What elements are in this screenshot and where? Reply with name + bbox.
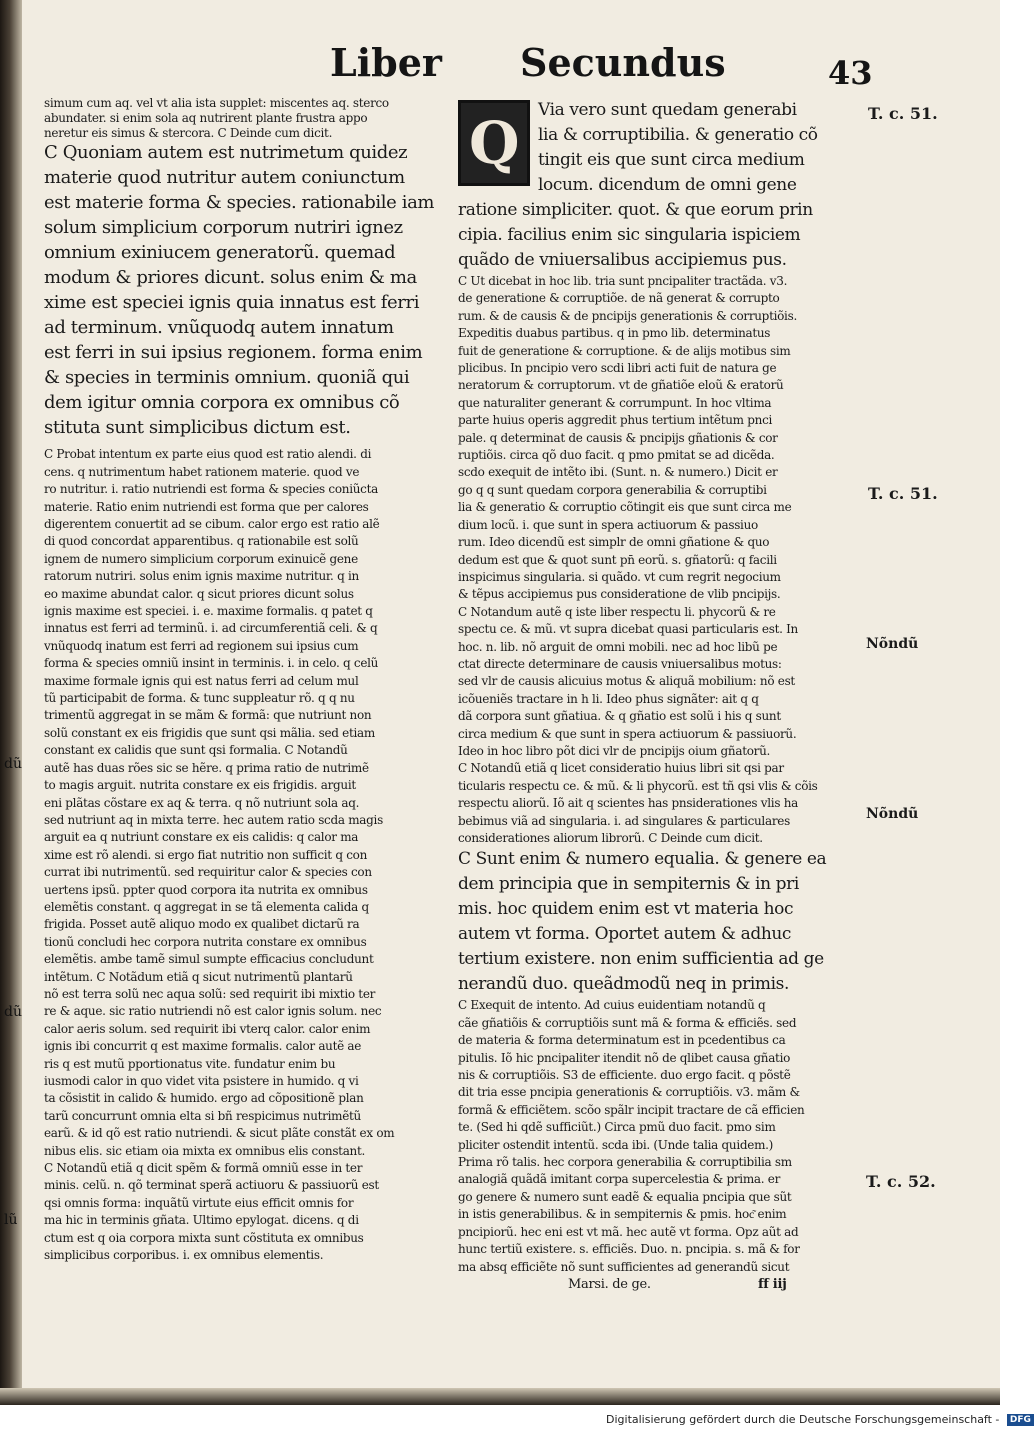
left-column (44, 96, 444, 1264)
text-line: pale. q determinat de causis & pncipijs gñationis & cor (458, 430, 778, 445)
text-line: Ideo in hoc libro põt dici vlr de pncipijs oium gñatorũ. (458, 743, 771, 758)
text-line: materie. Ratio enim nutriendi est forma que per calores (44, 499, 369, 514)
text-line: in istis generabilibus. & in sempiternis & pmis. hoc͂ enim (458, 1207, 787, 1222)
text-line: lia & corruptibilia. & generatio cõ (538, 125, 818, 145)
text-line: rum. Ideo dicendũ est simplr de omni gñatione & quo (458, 535, 770, 550)
text-line: hoc. n. lib. nõ arguit de omni mobili. nec ad hoc libũ pe (458, 639, 778, 654)
text-line: ruptiõis. circa qõ duo facit. q pmo pmitat se ad dicẽda. (458, 448, 775, 463)
text-line: ratorum nutriri. solus enim ignis maxime nutritur. q in (44, 569, 359, 584)
text-line: fuit de generatione & corruptione. & de alijs motibus sim (458, 343, 791, 358)
text-line: vnũquodq inatum est ferri ad regionem sui ipsius cum (44, 638, 359, 653)
text-line: innatus est ferri ad terminũ. i. ad circumferentiã celi. & q (44, 621, 378, 636)
text-line: frigida. Posset autẽ aliquo modo ex qualibet dictarũ ra (44, 917, 360, 932)
text-line: tingit eis que sunt circa medium (538, 150, 805, 170)
text-line: nõ est terra solũ nec aqua solũ: sed requirit ibi mixtio ter (44, 986, 376, 1001)
signature-mark: ff iij (758, 1276, 787, 1292)
text-line: autem vt forma. Oportet autem & adhuc (458, 924, 792, 945)
text-line: neretur eis simus & stercora. C Deinde cum dicit. (44, 125, 333, 140)
gutter-mark: lũ (4, 1212, 18, 1228)
text-line: go genere & numero sunt eadẽ & equalia pncipia que sũt (458, 1189, 792, 1204)
text-line: dit tria esse pncipia generationis & corruptiõis. v3. mãm & (458, 1085, 800, 1100)
left-main-text (44, 140, 444, 440)
text-line: bebimus viã ad singularia. i. ad singulares & particulares (458, 813, 790, 828)
text-line: nerandũ duo. queãdmodũ neq in primis. (458, 974, 789, 995)
text-line: de generatione & corruptiõe. de nã generat & corrupto (458, 291, 780, 306)
text-line: solum simplicium corporum nutriri ignez (44, 217, 403, 239)
text-line: spectu ce. & mũ. vt supra dicebat quasi particularis est. In (458, 622, 798, 637)
text-line: calor aeris solum. sed requirit ibi vterq calor. calor enim (44, 1021, 371, 1036)
margin-note-nondum: Nõndũ (866, 806, 919, 822)
text-line: go q q sunt quedam corpora generabilia & corruptibi (458, 482, 767, 497)
text-line: nibus elis. sic etiam oia mixta ex omnibus elis constant. (44, 1143, 366, 1158)
text-line: minis. celũ. n. qõ terminat sperã actiuoru & passiuorũ est (44, 1178, 379, 1193)
text-line: circa medium & que sunt in spera actiuorum & passiuorũ. (458, 726, 797, 741)
right-commentary-2 (458, 997, 856, 1276)
catchword: Marsi. de ge. (568, 1276, 651, 1292)
text-line: stituta sunt simplicibus dictum est. (44, 417, 351, 439)
text-line: arguit ea q nutriunt constare ex eis calidis: q calor ma (44, 830, 359, 845)
left-top-commentary (44, 96, 444, 140)
text-line: re & aque. sic ratio nutriendi nõ est calor ignis solum. nec (44, 1004, 382, 1019)
text-line: forma & species omniũ insint in terminis. i. in celo. q celũ (44, 656, 379, 671)
text-line: mis. hoc quidem enim est vt materia hoc (458, 899, 794, 920)
text-line: & species in terminis omnium. quoniã qui (44, 367, 410, 389)
text-line: ratione simpliciter. quot. & que eorum prin (458, 200, 813, 220)
text-line: qsi omnis forma: inquãtũ virtute eius efficit omnis for (44, 1195, 354, 1210)
margin-note-text-comment: T. c. 51. (868, 484, 938, 503)
text-line: simplicibus corporibus. i. ex omnibus elementis. (44, 1248, 324, 1263)
margin-note-text-comment: T. c. 52. (866, 1172, 936, 1191)
text-line: C Exequit de intento. Ad cuius euidentiam notandũ q (458, 998, 766, 1013)
text-line: digerentem conuertit ad se cibum. calor ergo est ratio alẽ (44, 517, 380, 532)
text-line: simum cum aq. vel vt alia ista supplet: miscentes aq. sterco (44, 96, 389, 110)
text-line: pliciter ostendit intentũ. scda ibi. (Unde talia quidem.) (458, 1137, 774, 1152)
text-line: C Ut dicebat in hoc lib. tria sunt pncipaliter tractãda. v3. (458, 274, 788, 288)
text-line: pncipiorũ. hec eni est vt mã. hec autẽ vt forma. Opz aũt ad (458, 1224, 799, 1239)
text-line: est ferri in sui ipsius regionem. forma enim (44, 342, 423, 364)
running-head-left: Liber (330, 40, 442, 85)
text-line: cens. q nutrimentum habet rationem materie. quod ve (44, 464, 360, 479)
text-line: earũ. & id qõ est ratio nutriendi. & sicut plãte constãt ex om (44, 1126, 395, 1141)
margin-note-text-comment: T. c. 51. (868, 104, 938, 123)
text-line: ma absq efficiẽte nõ sunt sufficientes ad generandũ sicut (458, 1259, 790, 1274)
gutter-mark: dũ (4, 1004, 22, 1020)
text-line: cãe gñatiõis & corruptiõis sunt mã & forma & efficiẽs. sed (458, 1015, 797, 1030)
text-line: eo maxime abundat calor. q sicut priores dicunt solus (44, 586, 354, 601)
text-line: icõueniẽs tractare in h li. Ideo phus signãter: ait q q (458, 691, 759, 706)
text-line: C Notandum autẽ q iste liber respectu li. phycorũ & re (458, 604, 776, 619)
text-line: ignis ibi concurrit q est maxime formalis. calor autẽ ae (44, 1039, 362, 1054)
text-line: dem principia que in sempiternis & in pri (458, 874, 799, 895)
text-line: & tẽpus accipiemus pus consideratione de vlib pncipijs. (458, 587, 781, 602)
decorated-initial (458, 100, 530, 186)
text-line: rum. & de causis & de pncipijs generationis & corruptiõis. (458, 308, 797, 323)
text-line: quãdo de vniuersalibus accipiemus pus. (458, 250, 787, 270)
text-line: dã corpora sunt gñatiua. & q gñatio est solũ i his q sunt (458, 709, 781, 724)
text-line: di quod concordat apparentibus. q rationabile est solũ (44, 534, 359, 549)
page-foot (458, 1276, 856, 1296)
text-line: modum & priores dicunt. solus enim & ma (44, 267, 417, 289)
text-line: ad terminum. vnũquodq autem innatum (44, 317, 394, 339)
text-line: eni plãtas cõstare ex aq & terra. q nõ nutriunt sola aq. (44, 795, 360, 810)
text-line: cipia. facilius enim sic singularia ispiciem (458, 225, 801, 245)
text-line: elemẽtis. ambe tamẽ simul sumpte efficacius concludunt (44, 952, 374, 967)
text-line: elemẽtis constant. q aggregat in se tã elementa calida q (44, 899, 369, 914)
text-line: maxime formale ignis qui est natus ferri ad celum mul (44, 673, 359, 688)
text-line: tarũ concurrunt omnia elta si bñ respicimus nutrimẽtũ (44, 1108, 361, 1123)
right-opening (458, 98, 856, 273)
text-line: nis & corruptiõis. S3 de efficiente. duo ergo facit. q põstẽ (458, 1068, 791, 1083)
text-line: formã & efficiẽtem. scõo spãlr incipit tractare de cã efficien (458, 1102, 805, 1117)
text-line: ta cõsistit in calido & humido. ergo ad cõpositionẽ plan (44, 1091, 364, 1106)
text-line: tertium existere. non enim sufficientia ad ge (458, 949, 824, 970)
text-line: scdo exequit de intẽto ibi. (Sunt. n. & numero.) Dicit er (458, 465, 778, 480)
text-line: trimentũ aggregat in se mãm & formã: que nutriunt non (44, 708, 372, 723)
left-commentary (44, 446, 444, 1264)
text-line: inspicimus singularia. si quãdo. vt cum regrit negocium (458, 569, 781, 584)
text-line: xime est speciei ignis quia innatus est ferri (44, 292, 420, 314)
text-line: dium locũ. i. que sunt in spera actiuorum & passiuo (458, 517, 758, 532)
text-line: to magis arguit. nutrita constare ex eis frigidis. arguit (44, 778, 356, 793)
text-line: neratorum & corruptorum. vt de gñatiõe eloũ & eratorũ (458, 378, 784, 393)
text-line: que naturaliter generant & corrumpunt. In hoc vltima (458, 395, 772, 410)
text-line: hunc tertiũ existere. s. efficiẽs. Duo. n. pncipia. s. mã & for (458, 1242, 800, 1257)
text-line: considerationes aliorum librorũ. C Deinde cum dicit. (458, 831, 763, 845)
text-line: parte huius operis aggredit phus tertium intẽtum pnci (458, 413, 773, 428)
text-line: ris q est mutũ pportionatus vite. fundatur enim bu (44, 1056, 336, 1071)
gutter-mark: dũ (4, 756, 22, 772)
running-head-center: Secundus (520, 40, 726, 85)
dfg-logo: DFG (1007, 1414, 1034, 1426)
text-line: dedum est que & quot sunt pn̄ eorũ. s. gñatorũ: q facili (458, 552, 777, 567)
text-line: tũ participabit de forma. & tunc suppleatur rõ. q q nu (44, 691, 355, 706)
text-line: C Notandũ etiã q dicit spẽm & formã omniũ esse in ter (44, 1161, 363, 1176)
text-line: iusmodi calor in quo videt vita psistere in humido. q vi (44, 1074, 359, 1089)
text-line: analogiã quãdã imitant corpa supercelestia & prima. er (458, 1172, 781, 1187)
text-line: est materie forma & species. rationabile iam (44, 192, 435, 214)
text-line: ignis maxime est speciei. i. e. maxime formalis. q patet q (44, 604, 373, 619)
text-line: C Quoniam autem est nutrimetum quidez (44, 142, 408, 164)
text-line: sed nutriunt aq in mixta terre. hec autem ratio scda magis (44, 812, 383, 827)
text-line: sed vlr de causis alicuius motus & aliquã mobilium: nõ est (458, 674, 795, 689)
text-line: tionũ concludi hec corpora nutrita constare ex omnibus (44, 934, 367, 949)
text-line: lia & generatio & corruptio cõtingit eis que sunt circa me (458, 500, 792, 515)
text-line: ctum est q oia corpora mixta sunt cõstituta ex omnibus (44, 1230, 364, 1245)
digitization-credit (606, 1413, 1034, 1426)
text-line: C Probat intentum ex parte eius quod est ratio alendi. di (44, 447, 372, 462)
text-line: dem igitur omnia corpora ex omnibus cõ (44, 392, 400, 414)
page-number: 43 (828, 54, 873, 92)
text-line: C Notandũ etiã q licet consideratio huius libri sit qsi par (458, 761, 784, 776)
text-line: abundater. si enim sola aq nutrirent plante frustra appo (44, 110, 368, 125)
text-line: uertens ipsũ. ppter quod corpora ita nutrita ex omnibus (44, 882, 368, 897)
text-line: de materia & forma determinatum est in pcedentibus ca (458, 1033, 786, 1048)
text-line: materie quod nutritur autem coniunctum (44, 167, 405, 189)
text-line: Expeditis duabus partibus. q in pmo lib. determinatus (458, 326, 771, 341)
text-line: solũ constant ex eis frigidis que sunt qsi mãlia. sed etiam (44, 725, 375, 740)
book-spine (0, 0, 22, 1405)
text-line: omnium exiniucem generatorũ. quemad (44, 242, 396, 264)
text-line: constant ex calidis que sunt qsi formalia. C Notandũ (44, 743, 348, 758)
text-line: pitulis. Iõ hic pncipaliter itendit nõ de qlibet causa gñatio (458, 1050, 791, 1065)
text-line: ticularis respectu ce. & mũ. & li phycorũ. est tñ qsi vlis & cõis (458, 778, 818, 793)
right-main-text-2 (458, 847, 856, 997)
text-line: autẽ has duas rões sic se hẽre. q prima ratio de nutrimẽ (44, 760, 369, 775)
margin-note-nondum: Nõndũ (866, 636, 919, 652)
text-line: Prima rõ talis. hec corpora generabilia & corruptibilia sm (458, 1155, 792, 1170)
credit-text: Digitalisierung gefördert durch die Deutsche Forschungsgemeinschaft - (606, 1413, 1000, 1426)
text-line: respectu aliorũ. Iõ ait q scientes has pnsiderationes vlis ha (458, 796, 798, 811)
text-line: Via vero sunt quedam generabi (538, 100, 797, 120)
text-line: currat ibi nutrimentũ. sed requiritur calor & species con (44, 865, 372, 880)
page-bottom-edge (0, 1388, 1000, 1405)
text-line: plicibus. In pncipio vero scdi libri acti fuit de natura ge (458, 361, 777, 376)
text-line: te. (Sed hi qdẽ sufficiũt.) Circa pmũ duo facit. pmo sim (458, 1120, 776, 1135)
text-line: C Sunt enim & numero equalia. & genere ea (458, 849, 827, 870)
initial-letter: Q (468, 109, 520, 177)
text-line: ro nutritur. i. ratio nutriendi est forma & species coniũcta (44, 482, 378, 497)
text-line: ignem de numero simplicium corporum exinuicẽ gene (44, 551, 358, 566)
text-line: ctat directe determinare de causis vniuersalibus motus: (458, 656, 782, 671)
text-line: ma hic in terminis gñata. Ultimo epylogat. dicens. q di (44, 1213, 359, 1228)
text-line: locum. dicendum de omni gene (538, 175, 797, 195)
text-line: xime est rõ alendi. si ergo fiat nutritio non sufficit q con (44, 847, 368, 862)
right-column (458, 98, 856, 1296)
right-commentary-1 (458, 273, 856, 847)
text-line: intẽtum. C Notãdum etiã q sicut nutrimentũ plantarũ (44, 969, 353, 984)
